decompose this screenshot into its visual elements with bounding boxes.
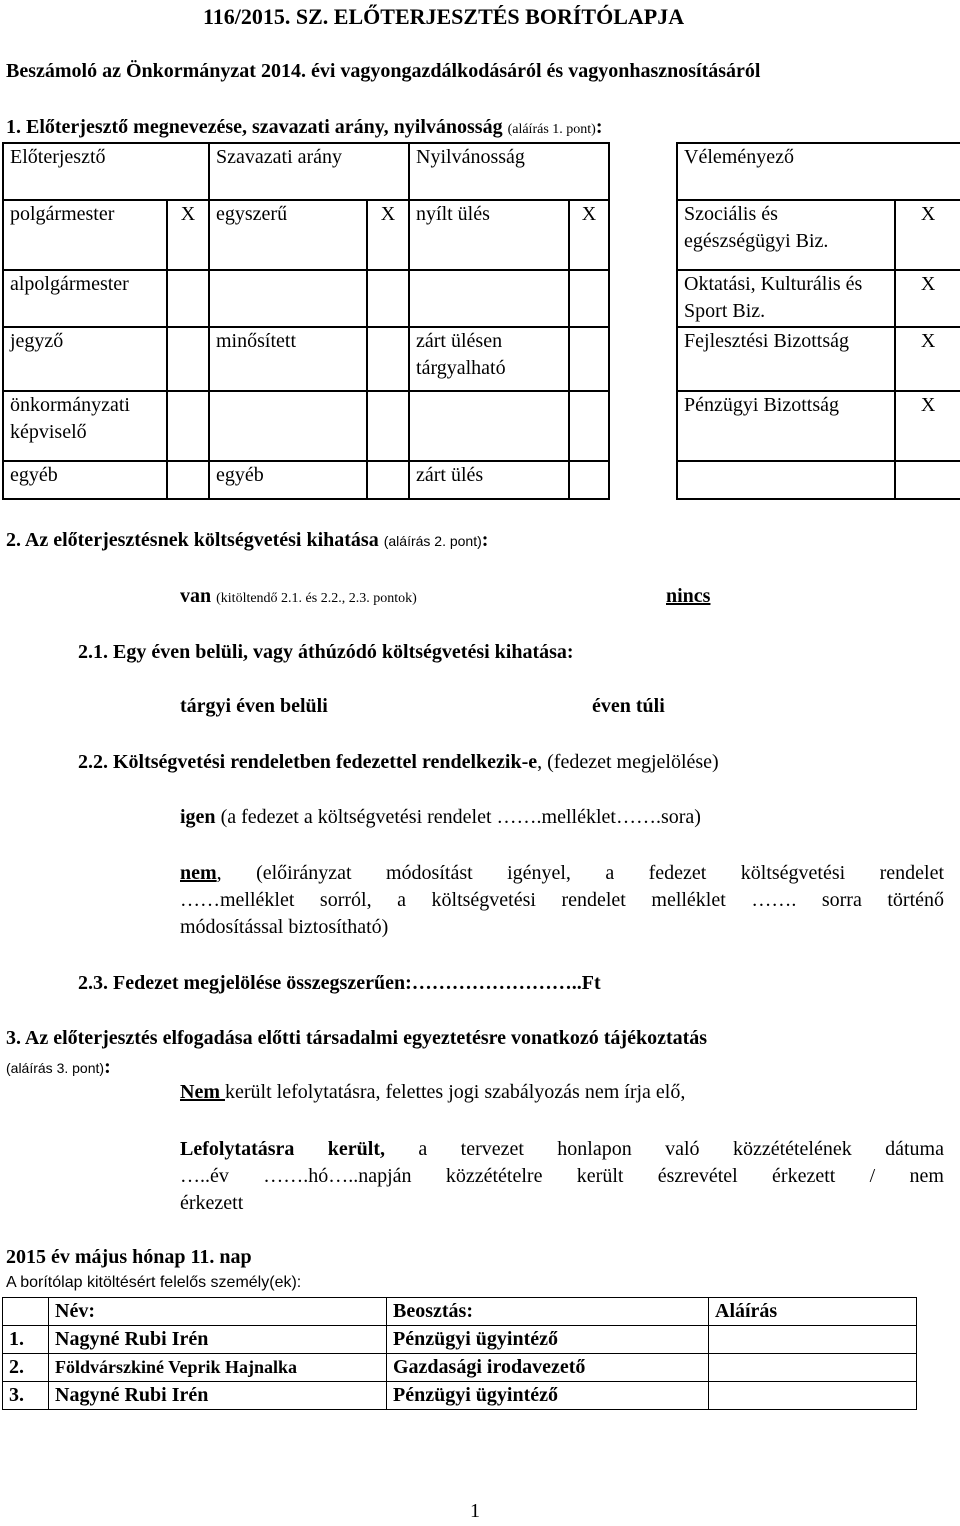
person-position: Pénzügyi ügyintéző [387, 1326, 709, 1354]
person-name: Nagyné Rubi Irén [49, 1326, 387, 1354]
reviewer-mark: X [895, 327, 960, 391]
public-label: nyílt ülés [409, 200, 569, 270]
table-header-position: Beosztás: [387, 1298, 709, 1326]
header-presenter: Előterjesztő [3, 143, 209, 200]
reviewer-label: Szociális és egészségügyi Biz. [677, 200, 895, 270]
budget-impact-no: nincs [666, 585, 711, 607]
reviewer-mark: X [895, 391, 960, 461]
person-name: Nagyné Rubi Irén [49, 1382, 387, 1410]
public-mark [569, 270, 609, 327]
table-row [3, 1326, 917, 1354]
presenter-label: önkormányzati képviselő [3, 391, 167, 461]
public-mark [569, 391, 609, 461]
responsible-persons-table [2, 1297, 917, 1410]
vote-mark [367, 270, 409, 327]
presenter-label: egyéb [3, 461, 167, 499]
reviewer-label: Fejlesztési Bizottság [677, 327, 895, 391]
section2-1: 2.1. Egy éven belüli, vagy áthúzódó költségvetési kihatása: [78, 641, 574, 663]
presenter-mark [167, 327, 209, 391]
table-header-cell [3, 1298, 49, 1326]
section1-heading: 1. Előterjesztő megnevezése, szavazati arány, nyilvánosság (aláírás 1. pont): [6, 116, 603, 138]
person-signature [709, 1326, 917, 1354]
row-number: 3. [3, 1382, 49, 1410]
section3-heading: 3. Az előterjesztés elfogadása előtti társadalmi egyeztetésre vonatkozó tájékoztatás [6, 1027, 708, 1049]
reviewer-mark: X [895, 270, 960, 327]
header-vote-ratio: Szavazati arány [209, 143, 409, 200]
presenter-label: polgármester [3, 200, 167, 270]
person-position: Pénzügyi ügyintéző [387, 1382, 709, 1410]
budget-impact-yes: van (kitöltendő 2.1. és 2.2., 2.3. pontok) [180, 585, 417, 607]
coverage-no: nem, (előirányzat módosítást igényel, a fedezet költségvetési rendelet ……melléklet sorról, a költségvetési rendelet melléklet ……. sorra történő módosítással biztosítható) [180, 862, 944, 938]
vote-label: egyéb [209, 461, 367, 499]
person-signature [709, 1354, 917, 1382]
person-signature [709, 1382, 917, 1410]
public-label: zárt ülésen tárgyalható [409, 327, 569, 391]
reviewer-label: Pénzügyi Bizottság [677, 391, 895, 461]
reviewer-mark [895, 461, 960, 499]
public-label: zárt ülés [409, 461, 569, 499]
consultation-not-held: Nem került lefolytatásra, felettes jogi szabályozás nem írja elő, [180, 1081, 686, 1103]
presenter-mark: X [167, 200, 209, 270]
vote-mark: X [367, 200, 409, 270]
vote-mark [367, 327, 409, 391]
table-row [3, 1354, 917, 1382]
header-publicity: Nyilvánosság [409, 143, 609, 200]
responsible-label: A borítólap kitöltésért felelős személy(ek): [6, 1274, 302, 1291]
vote-mark [367, 461, 409, 499]
section2-2: 2.2. Költségvetési rendeletben fedezettel rendelkezik-e, (fedezet megjelölése) [78, 751, 719, 773]
public-mark: X [569, 200, 609, 270]
reviewer-label: Oktatási, Kulturális és Sport Biz. [677, 270, 895, 327]
public-label [409, 391, 569, 461]
person-name: Földvárszkiné Veprik Hajnalka [49, 1354, 387, 1382]
vote-label [209, 270, 367, 327]
presenter-mark [167, 461, 209, 499]
presenter-mark [167, 391, 209, 461]
date-line: 2015 év május hónap 11. nap [6, 1246, 252, 1268]
document-subject: Beszámoló az Önkormányzat 2014. évi vagyongazdálkodásáról és vagyonhasznosításáról [6, 60, 761, 82]
row-number: 1. [3, 1326, 49, 1354]
person-position: Gazdasági irodavezető [387, 1354, 709, 1382]
table-header-name: Név: [49, 1298, 387, 1326]
presenter-table [2, 142, 960, 500]
beyond-year: éven túli [592, 695, 665, 717]
section3-note: (aláírás 3. pont): [6, 1056, 111, 1078]
presenter-label: alpolgármester [3, 270, 167, 327]
table-row [3, 1382, 917, 1410]
public-mark [569, 327, 609, 391]
page-number: 1 [470, 1500, 480, 1522]
section2-3: 2.3. Fedezet megjelölése összegszerűen:……………………..Ft [78, 972, 601, 994]
vote-label: egyszerű [209, 200, 367, 270]
vote-label [209, 391, 367, 461]
section2-heading: 2. Az előterjesztésnek költségvetési kihatása (aláírás 2. pont): [6, 529, 489, 551]
reviewer-mark: X [895, 200, 960, 270]
vote-label: minősített [209, 327, 367, 391]
presenter-label: jegyző [3, 327, 167, 391]
presenter-mark [167, 270, 209, 327]
consultation-held: Lefolytatásra került, a tervezet honlapon való közzétételének dátuma …..év …….hó…..napján közzétételre került észrevétel érkezett / nem érkezett [180, 1138, 944, 1214]
coverage-yes: igen (a fedezet a költségvetési rendelet …….melléklet…….sora) [180, 806, 701, 828]
vote-mark [367, 391, 409, 461]
within-year: tárgyi éven belüli [180, 695, 328, 717]
document-title: 116/2015. SZ. ELŐTERJESZTÉS BORÍTÓLAPJA [203, 4, 685, 29]
table-header-signature: Aláírás [709, 1298, 917, 1326]
reviewer-label [677, 461, 895, 499]
public-mark [569, 461, 609, 499]
public-label [409, 270, 569, 327]
row-number: 2. [3, 1354, 49, 1382]
header-reviewer: Véleményező [677, 143, 960, 200]
